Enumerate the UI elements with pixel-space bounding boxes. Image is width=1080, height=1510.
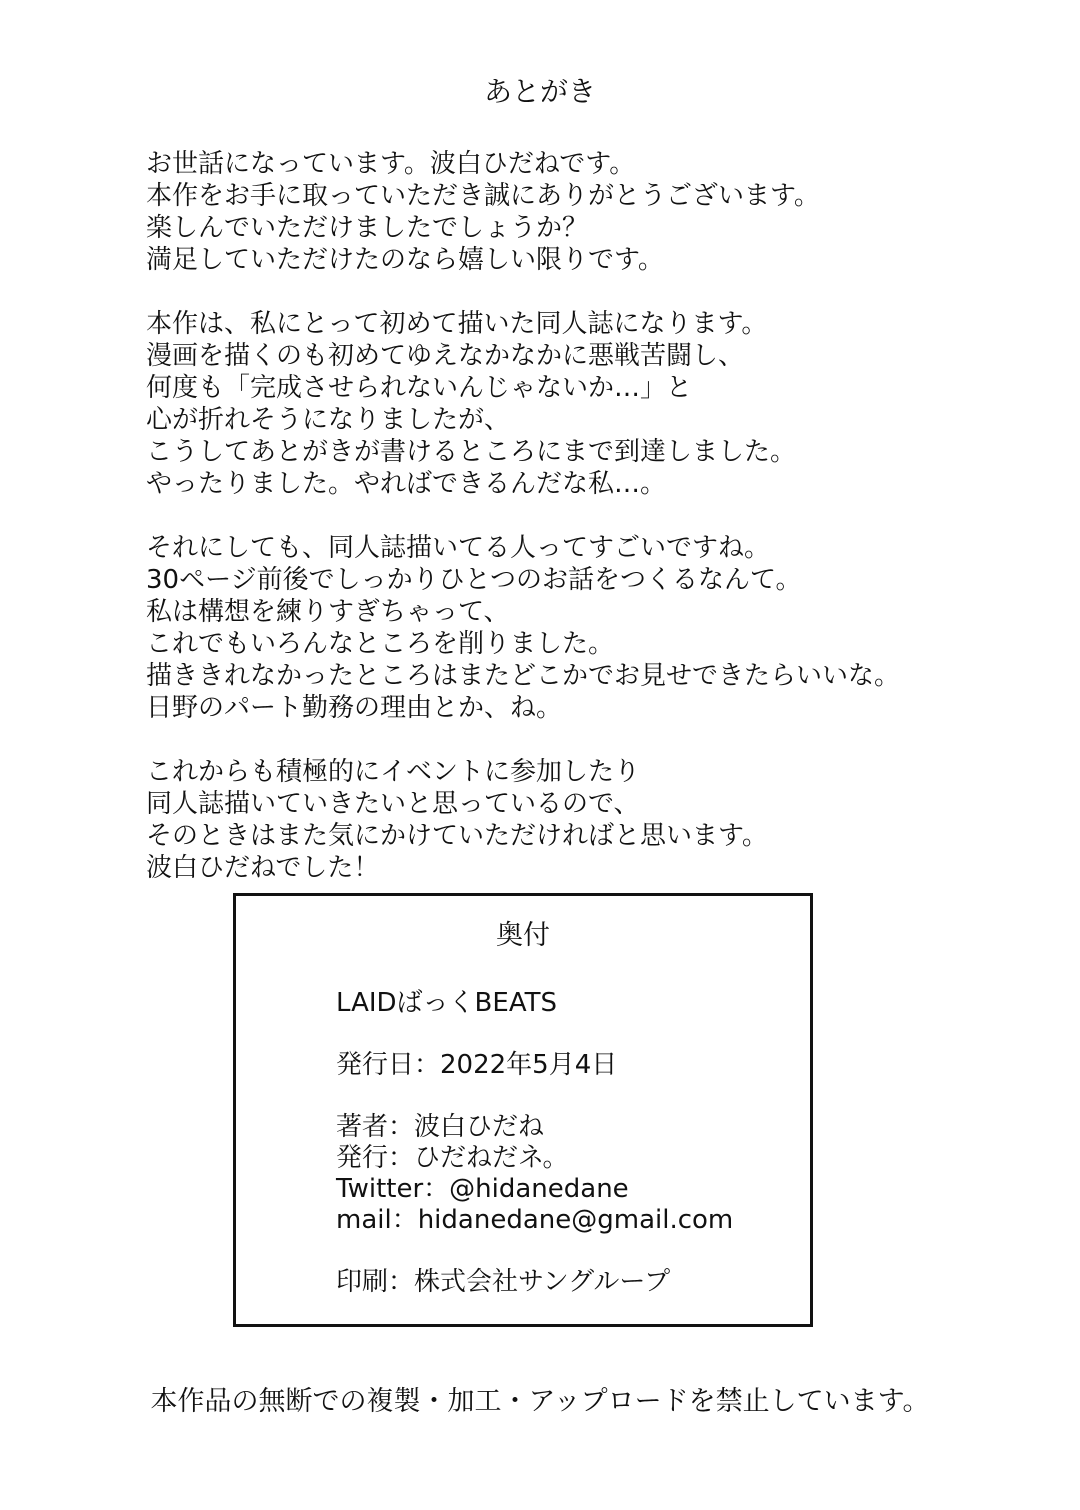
- text-line: 漫画を描くのも初めてゆえなかなかに悪戦苦闘し、: [146, 341, 745, 371]
- text-line: それにしても、同人誌描いてる人ってすごいですね。: [146, 533, 771, 563]
- copyright-notice: 本作品の無断での複製・加工・アップロードを禁止しています。: [150, 1386, 930, 1417]
- text-line: 満足していただけたのなら嬉しい限りです。: [146, 245, 664, 275]
- text-line: 同人誌描いていきたいと思っているので、: [146, 789, 640, 819]
- afterword-title: あとがき: [483, 75, 596, 108]
- text-line: 私は構想を練りすぎちゃって、: [146, 597, 510, 627]
- text-line: 本作は、私にとって初めて描いた同人誌になります。: [146, 309, 768, 339]
- colophon-author: 著者：波白ひだね: [336, 1112, 545, 1142]
- colophon-book-title: LAIDばっくBEATS: [336, 988, 557, 1018]
- text-line: やったりました。やればできるんだな私…。: [146, 469, 667, 499]
- text-line: そのときはまた気にかけていただければと思います。: [146, 821, 768, 851]
- colophon-mail: mail：hidanedane@gmail.com: [336, 1205, 734, 1235]
- text-line: 波白ひだねでした！: [146, 853, 380, 883]
- text-line: お世話になっています。波白ひだねです。: [146, 149, 636, 179]
- text-line: 30ページ前後でしっかりひとつのお話をつくるなんて。: [146, 565, 802, 595]
- text-line: 日野のパート勤務の理由とか、ね。: [146, 693, 563, 723]
- colophon-printer: 印刷：株式会社サングループ: [336, 1267, 671, 1297]
- text-line: これでもいろんなところを削りました。: [146, 629, 615, 659]
- colophon-details: [336, 988, 733, 1298]
- colophon-release-date: 発行日：2022年5月4日: [336, 1050, 618, 1080]
- afterword-body: [146, 148, 1046, 884]
- text-line: 楽しんでいただけましたでしょうか？: [146, 213, 589, 243]
- text-line: 何度も「完成させられないんじゃないか…」と: [146, 373, 693, 403]
- afterword-paragraph-4: [146, 756, 1046, 884]
- text-line: こうしてあとがきが書けるところにまで到達しました。: [146, 437, 797, 467]
- colophon-heading: 奥付: [496, 920, 550, 951]
- colophon-box: [233, 893, 813, 1327]
- afterword-paragraph-2: [146, 308, 1046, 500]
- text-line: 本作をお手に取っていただき誠にありがとうございます。: [146, 181, 820, 211]
- text-line: 心が折れそうになりましたが、: [146, 405, 511, 435]
- text-line: 描ききれなかったところはまたどこかでお見せできたらいいな。: [146, 661, 901, 691]
- afterword-paragraph-1: [146, 148, 1046, 276]
- afterword-paragraph-3: [146, 532, 1046, 724]
- text-line: これからも積極的にイベントに参加したり: [146, 757, 641, 787]
- colophon-twitter: Twitter：@hidanedane: [336, 1174, 629, 1204]
- colophon-publisher: 発行：ひだねだネ。: [336, 1143, 569, 1173]
